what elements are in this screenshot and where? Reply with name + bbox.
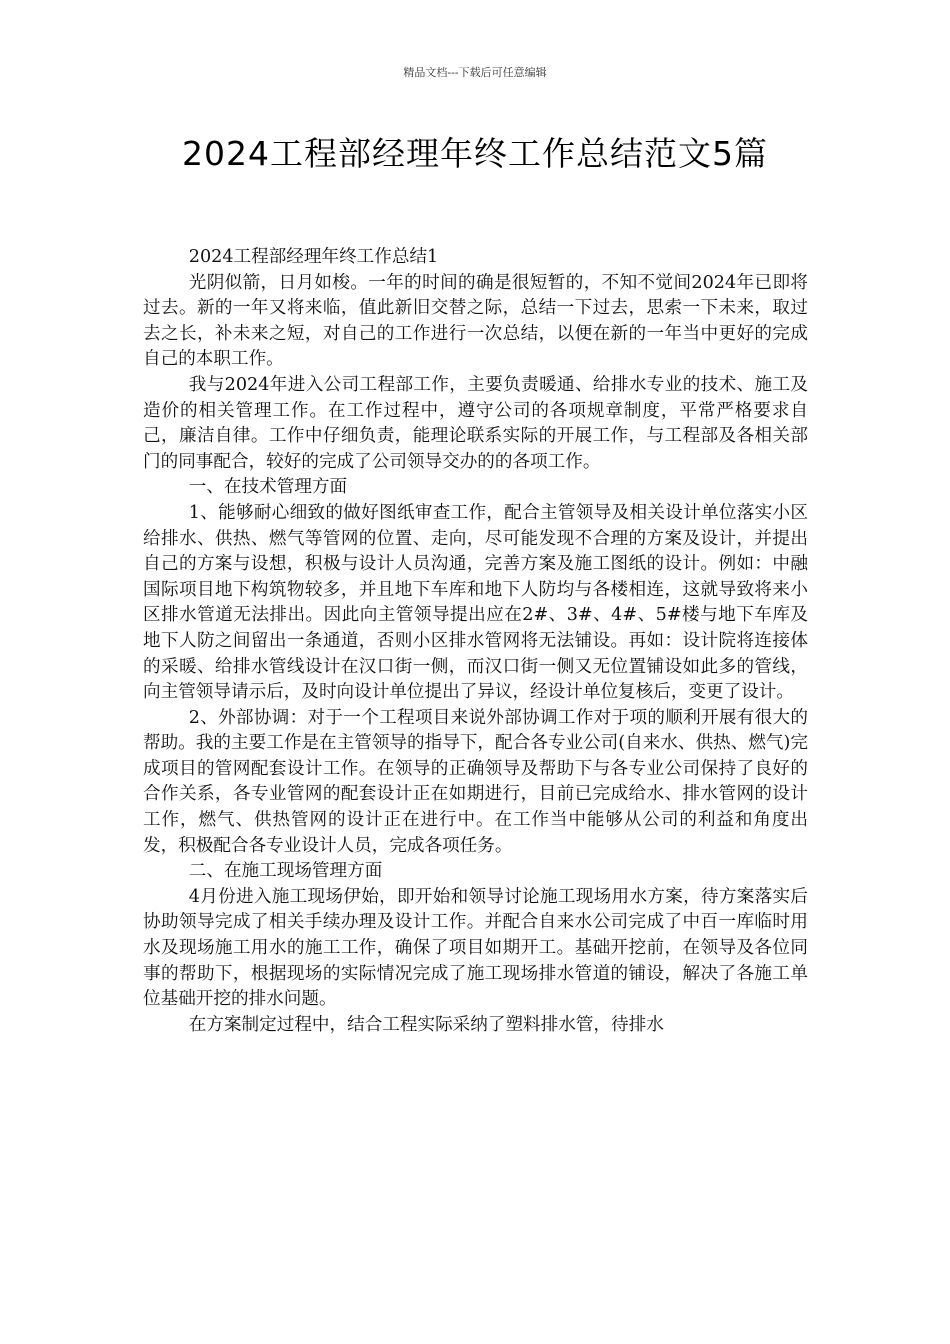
page-header: 精品文档---下载后可任意编辑 — [403, 66, 547, 79]
paragraph: 4月份进入施工现场伊始，即开始和领导讨论施工现场用水方案，待方案落实后协助领导完成了相关手续办理及设计工作。并配合自来水公司完成了中百一库临时用水及现场施工用水的施工工作，确保了项目如期开工。基础开挖前，在领导及各位同事的帮助下，根据现场的实际情况完成了施工现场排水管道的铺设，解决了各施工单位基础开挖的排水问题。 — [143, 886, 808, 1010]
document-body — [143, 245, 808, 1038]
paragraph: 在方案制定过程中，结合工程实际采纳了塑料排水管，待排水 — [188, 1014, 664, 1035]
section-heading: 2024工程部经理年终工作总结1 — [188, 247, 439, 267]
document-title: 2024工程部经理年终工作总结范文5篇 — [182, 134, 768, 173]
section-heading: 二、在施工现场管理方面 — [188, 861, 383, 882]
paragraph: 我与2024年进入公司工程部工作，主要负责暖通、给排水专业的技术、施工及造价的相关管理工作。在工作过程中，遵守公司的各项规章制度，平常严格要求自己，廉洁自律。工作中仔细负责，能理论联系实际的开展工作，与工程部及各相关部门的同事配合，较好的完成了公司领导交办的的各项工作。 — [143, 374, 808, 472]
paragraph: 2、外部协调：对于一个工程项目来说外部协调工作对于项的顺利开展有很大的帮助。我的主要工作是在主管领导的指导下，配合各专业公司(自来水、供热、燃气)完成项目的管网配套设计工作。在领导的正确领导及帮助下与各专业公司保持了良好的合作关系，各专业管网的配套设计正在如期进行，目前已完成给水、排水管网的设计工作，燃气、供热管网的设计正在进行中。在工作当中能够从公司的利益和角度出发，积极配合各专业设计人员，完成各项任务。 — [143, 707, 808, 856]
paragraph: 光阴似箭，日月如梭。一年的时间的确是很短暂的，不知不觉间2024年已即将过去。新的一年又将来临，值此新旧交替之际，总结一下过去，思索一下未来，取过去之长，补未来之短，对自己的工作进行一次总结，以便在新的一年当中更好的完成自己的本职工作。 — [143, 272, 808, 370]
section-heading: 一、在技术管理方面 — [188, 477, 348, 498]
paragraph: 1、能够耐心细致的做好图纸审查工作，配合主管领导及相关设计单位落实小区给排水、供热、燃气等管网的位置、走向，尽可能发现不合理的方案及设计，并提出自己的方案与设想，积极与设计人员沟通，完善方案及施工图纸的设计。例如：中融国际项目地下构筑物较多，并且地下车库和地下人防均与各楼相连，这就导致将来小区排水管道无法排出。因此向主管领导提出应在2#、3#、4#、5#楼与地下车库及地下人防之间留出一条通道，否则小区排水管网将无法铺设。再如：设计院将连接体的采暖、给排水管线设计在汉口街一侧，而汉口街一侧又无位置铺设如此多的管线，向主管领导请示后，及时向设计单位提出了异议，经设计单位复核后，变更了设计。 — [143, 502, 808, 703]
